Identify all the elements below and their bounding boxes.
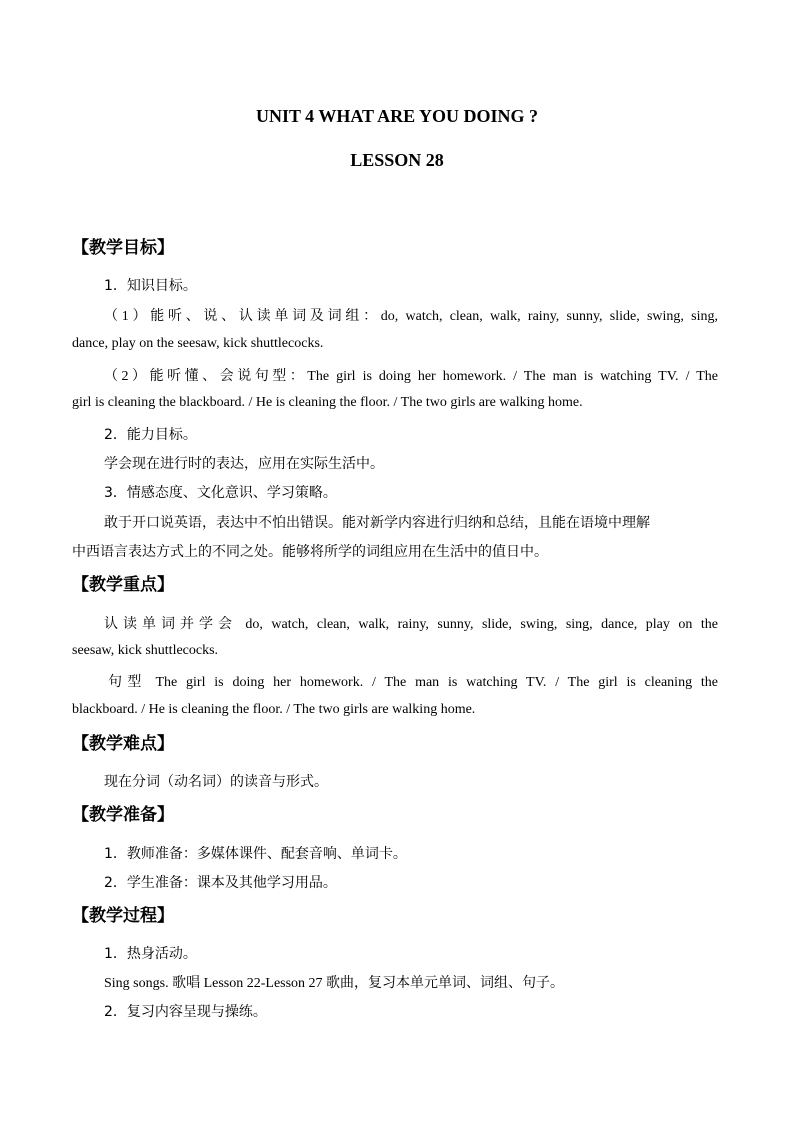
focus-line1: 认读单词并学会 do, watch, clean, walk, rainy, sunny, slide, swing, sing, dance, play on the [104, 617, 718, 632]
section-heading-process: 【教学过程】 [72, 906, 174, 926]
goals-item-3-line2: 中西语言表达方式上的不同之处。能够将所学的词组应用在生活中的值日中。 [72, 544, 548, 560]
difficulty-line1: 现在分词（动名词）的读音与形式。 [104, 774, 328, 790]
section-heading-difficulty: 【教学难点】 [72, 734, 174, 754]
section-heading-preparation: 【教学准备】 [72, 805, 174, 825]
goals-item-2-text: 学会现在进行时的表达，应用在实际生活中。 [104, 456, 384, 472]
document-title: UNIT 4 WHAT ARE YOU DOING ? [255, 106, 539, 126]
goals-item-3: 3．情感态度、文化意识、学习策略。 [104, 485, 337, 501]
goals-sub1-line2: dance, play on the seesaw, kick shuttlecocks. [72, 336, 324, 351]
process-line3: 2．复习内容呈现与操练。 [104, 1004, 267, 1020]
focus-line4: blackboard. / He is cleaning the floor. / The two girls are walking home. [72, 702, 476, 717]
focus-line3: 句型 The girl is doing her homework. / The man is watching TV. / The girl is cleaning the [108, 675, 718, 690]
goals-item-3-line1: 敢于开口说英语，表达中不怕出错误。能对新学内容进行归纳和总结，且能在语境中理解 [104, 515, 650, 531]
document-subtitle: LESSON 28 [350, 150, 444, 170]
goals-sub1-line1: （1）能听、说、认读单词及词组：do, watch, clean, walk, rainy, sunny, slide, swing, sing, [104, 309, 718, 324]
process-line2: Sing songs. 歌唱 Lesson 22-Lesson 27 歌曲，复习本单元单词、词组、句子。 [104, 976, 565, 991]
preparation-line2: 2．学生准备：课本及其他学习用品。 [104, 875, 337, 891]
section-heading-focus: 【教学重点】 [72, 575, 174, 595]
process-line1: 1．热身活动。 [104, 946, 197, 962]
goals-item-2: 2．能力目标。 [104, 427, 197, 443]
goals-sub2-line1: （2）能听懂、会说句型：The girl is doing her homework. / The man is watching TV. / The [104, 369, 718, 384]
preparation-line1: 1．教师准备：多媒体课件、配套音响、单词卡。 [104, 846, 407, 862]
focus-line2: seesaw, kick shuttlecocks. [72, 643, 219, 658]
section-heading-goals: 【教学目标】 [72, 238, 174, 258]
goals-sub2-line2: girl is cleaning the blackboard. / He is cleaning the floor. / The two girls are walking home. [72, 395, 583, 410]
goals-item-1: 1．知识目标。 [104, 278, 197, 294]
